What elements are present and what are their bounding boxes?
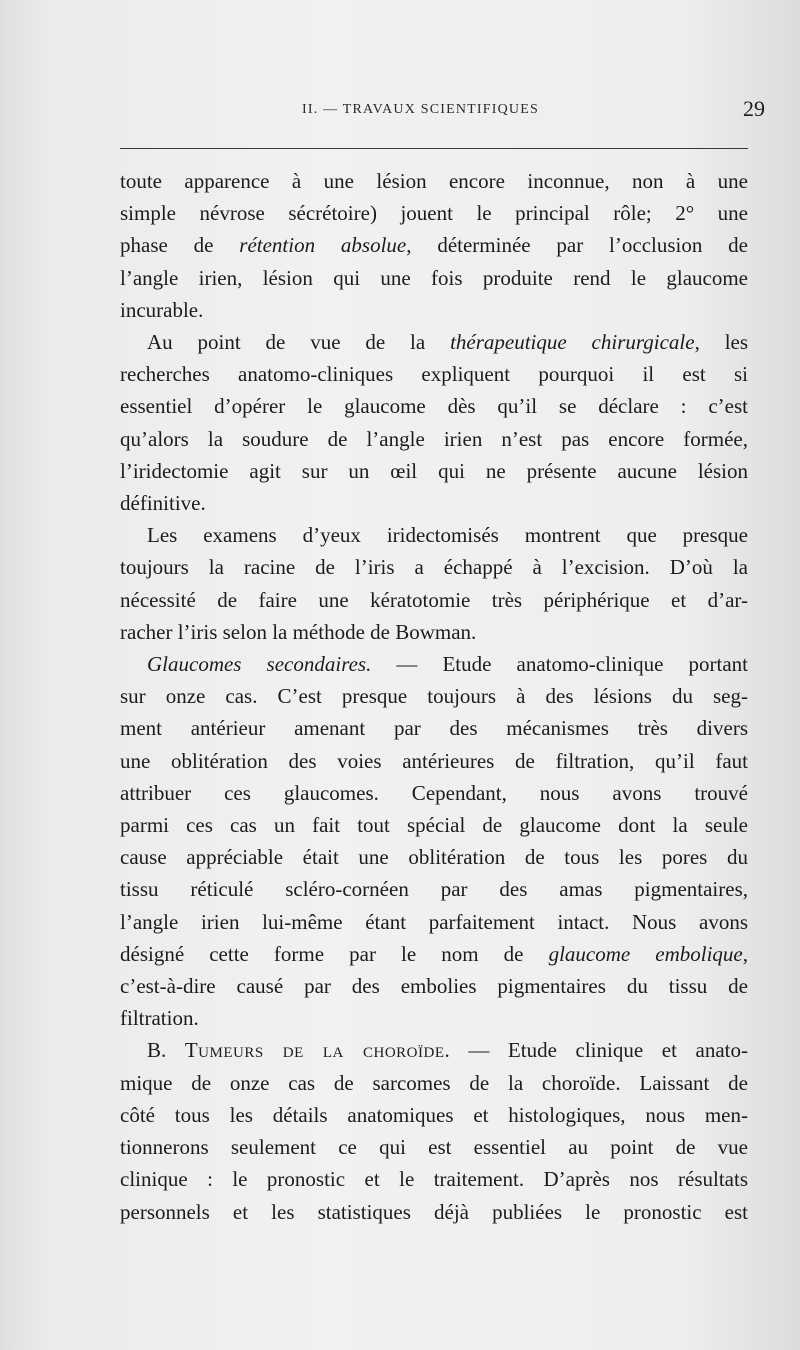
- text-line: recherches anatomo-cliniques expliquent pourquoi il est si: [120, 362, 748, 387]
- paragraph-start-line: Les examens d’yeux iridectomisés montrent que presque: [147, 523, 748, 548]
- text-line: cause appréciable était une oblitération de tous les pores du: [120, 845, 748, 870]
- text-line: attribuer ces glaucomes. Cependant, nous avons trouvé: [120, 780, 748, 805]
- text-line: mique de onze cas de sarcomes de la choroïde. Laissant de: [120, 1070, 748, 1095]
- text-line: toute apparence à une lésion encore inconnue, non à une: [120, 169, 748, 193]
- text-line: clinique : le pronostic et le traitement. D’après nos résultats: [120, 1167, 748, 1192]
- text-line: toujours la racine de l’iris a échappé à l’excision. D’où la: [120, 555, 748, 580]
- text-line: c’est-à-dire causé par des embolies pigmentaires du tissu de: [120, 974, 748, 999]
- text-line: incurable.: [120, 297, 204, 322]
- page-header: [120, 96, 765, 126]
- text-line: qu’alors la soudure de l’angle irien n’est pas encore formée,: [120, 426, 748, 451]
- section-heading: Glaucomes secondaires.: [147, 652, 372, 677]
- text-line: l’angle irien, lésion qui une fois produite rend le glaucome: [120, 265, 748, 290]
- text-line: phase de rétention absolue, déterminée par l’occlusion de: [120, 233, 748, 258]
- running-head: II. — TRAVAUX SCIENTIFIQUES: [302, 102, 539, 117]
- text-line: essentiel d’opérer le glaucome dès qu’il se déclare : c’est: [120, 394, 748, 419]
- text-line: tissu réticulé scléro-cornéen par des amas pigmentaires,: [120, 877, 748, 902]
- text-line: personnels et les statistiques déjà publiées le pronostic est: [120, 1199, 748, 1224]
- text-line: racher l’iris selon la méthode de Bowman.: [120, 619, 477, 644]
- emphasis: thérapeutique chirurgicale: [450, 330, 695, 355]
- text-line: côté tous les détails anatomiques et histologiques, nous men-: [120, 1102, 748, 1127]
- text-line: nécessité de faire une kératotomie très périphérique et d’ar-: [120, 587, 748, 612]
- text-line: une oblitération des voies antérieures de filtration, qu’il faut: [120, 748, 748, 773]
- paragraph-start-line: B. Tumeurs de la choroïde. — Etude clinique et anato-: [147, 1038, 748, 1063]
- section-heading: Tumeurs de la choroïde: [184, 1038, 445, 1063]
- text-line: l’iridectomie agit sur un œil qui ne présente aucune lésion: [120, 458, 748, 483]
- emphasis: rétention absolue: [239, 233, 407, 258]
- text-line: sur onze cas. C’est presque toujours à des lésions du seg-: [120, 684, 748, 709]
- text-line: désigné cette forme par le nom de glaucome embolique,: [120, 941, 749, 966]
- text-line: ment antérieur amenant par des mécanismes très divers: [120, 716, 748, 741]
- text-line: simple névrose sécrétoire) jouent le principal rôle; 2° une: [120, 201, 748, 226]
- text-line: parmi ces cas un fait tout spécial de glaucome dont la seule: [120, 813, 748, 838]
- paragraph-start-line: Au point de vue de la thérapeutique chirurgicale, les: [147, 330, 749, 355]
- text-line: définitive.: [120, 491, 206, 516]
- text-line: tionnerons seulement ce qui est essentiel au point de vue: [120, 1135, 748, 1160]
- page-number: 29: [743, 96, 765, 121]
- text-line: l’angle irien lui-même étant parfaitement intact. Nous avons: [120, 909, 748, 934]
- emphasis: glaucome embolique: [548, 941, 743, 966]
- text-line: filtration.: [120, 1006, 199, 1031]
- body-text: [120, 165, 748, 1228]
- header-rule: [120, 148, 748, 149]
- paragraph-start-line: Glaucomes secondaires. — Etude anatomo-clinique portant: [147, 652, 748, 677]
